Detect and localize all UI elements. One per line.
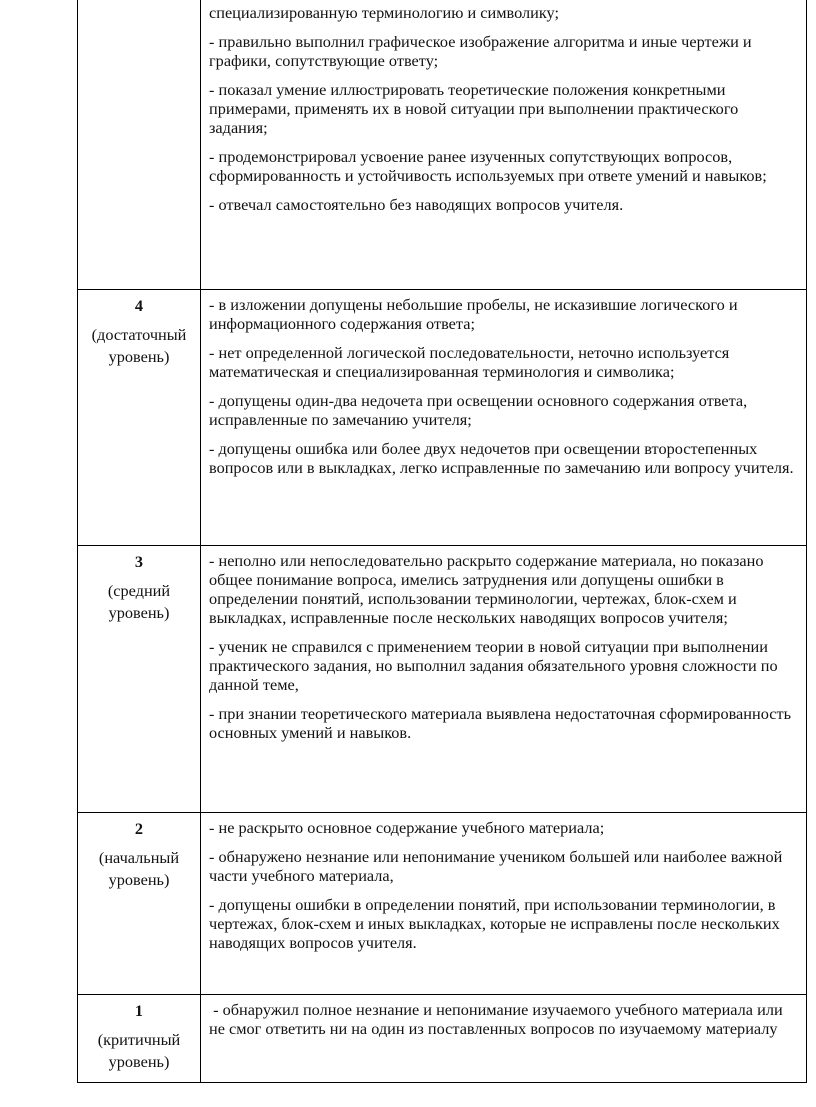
criteria-cell xyxy=(201,813,807,995)
table-row xyxy=(78,0,807,290)
criterion: - продемонстрировал усвоение ранее изученных сопутствующих вопросов, сформированность и устойчивость используемых при ответе умений и навыков; xyxy=(209,147,767,185)
grade-level: (начальный уровень) xyxy=(98,848,180,889)
criterion: - показал умение иллюстрировать теоретические положения конкретными примерами, применять их в новой ситуации при выполнении практического задания; xyxy=(209,80,739,137)
grade-level: (достаточный уровень) xyxy=(91,325,187,366)
criteria-cell xyxy=(201,290,807,546)
grade-cell xyxy=(78,813,201,995)
grade-number: 1 xyxy=(134,1001,144,1020)
criterion: - допущены один-два недочета при освещении основного содержания ответа, исправленные по замечанию учителя; xyxy=(209,391,748,429)
criterion: - обнаружено незнание или непонимание учеником большей или наиболее важной части учебного материала, xyxy=(209,847,783,885)
criterion: - не раскрыто основное содержание учебного материала; xyxy=(209,818,605,837)
criterion: - допущены ошибки в определении понятий, при использовании терминологии, в чертежах, блок-схем и иных выкладках, которые не исправлены после нескольких наводящих вопросов учителя. xyxy=(209,895,780,952)
criterion: специализированную терминологию и символику; xyxy=(209,3,559,22)
criterion: - правильно выполнил графическое изображение алгоритма и иные чертежи и графики, сопутствующие ответу; xyxy=(209,32,752,70)
grade-number: 2 xyxy=(134,819,144,838)
table-row xyxy=(78,813,807,995)
grade-cell xyxy=(78,0,201,290)
grade-level: (средний уровень) xyxy=(107,581,171,622)
criteria-cell xyxy=(201,995,807,1083)
criterion: - нет определенной логической последовательности, неточно используется математическая и специализированная терминология и символика; xyxy=(209,343,730,381)
criterion: - при знании теоретического материала выявлена недостаточная сформированность основных умений и навыков. xyxy=(209,704,792,742)
criterion: - обнаружил полное незнание и непонимание изучаемого учебного материала или не смог ответить ни на один из поставленных вопросов по изучаемому материалу xyxy=(209,1000,787,1038)
criterion: - допущены ошибка или более двух недочетов при освещении второстепенных вопросов или в выкладках, легко исправленные по замечанию или вопросу учителя. xyxy=(209,439,794,477)
grade-cell xyxy=(78,995,201,1083)
table-row xyxy=(78,546,807,813)
table-row xyxy=(78,995,807,1083)
grade-level: (критичный уровень) xyxy=(97,1030,181,1071)
grade-cell xyxy=(78,290,201,546)
grade-number: 3 xyxy=(134,552,144,571)
table-row xyxy=(78,290,807,546)
criterion: - отвечал самостоятельно без наводящих вопросов учителя. xyxy=(209,195,624,214)
grading-criteria-table xyxy=(77,0,807,1083)
criterion: - ученик не справился с применением теории в новой ситуации при выполнении практического задания, но выполнил задания обязательного уровня сложности по данной теме, xyxy=(209,637,778,694)
grade-number: 4 xyxy=(134,296,144,315)
criterion: - в изложении допущены небольшие пробелы, не исказившие логического и информационного содержания ответа; xyxy=(209,295,738,333)
grade-cell xyxy=(78,546,201,813)
criteria-cell xyxy=(201,0,807,290)
criteria-cell xyxy=(201,546,807,813)
criterion: - неполно или непоследовательно раскрыто содержание материала, но показано общее понимание вопроса, имелись затруднения или допущены ошибки в определении понятий, использовании терминологии, чертежах, блок-схем и выкладках, исправленные после нескольких наводящих вопросов учителя; xyxy=(209,551,764,627)
